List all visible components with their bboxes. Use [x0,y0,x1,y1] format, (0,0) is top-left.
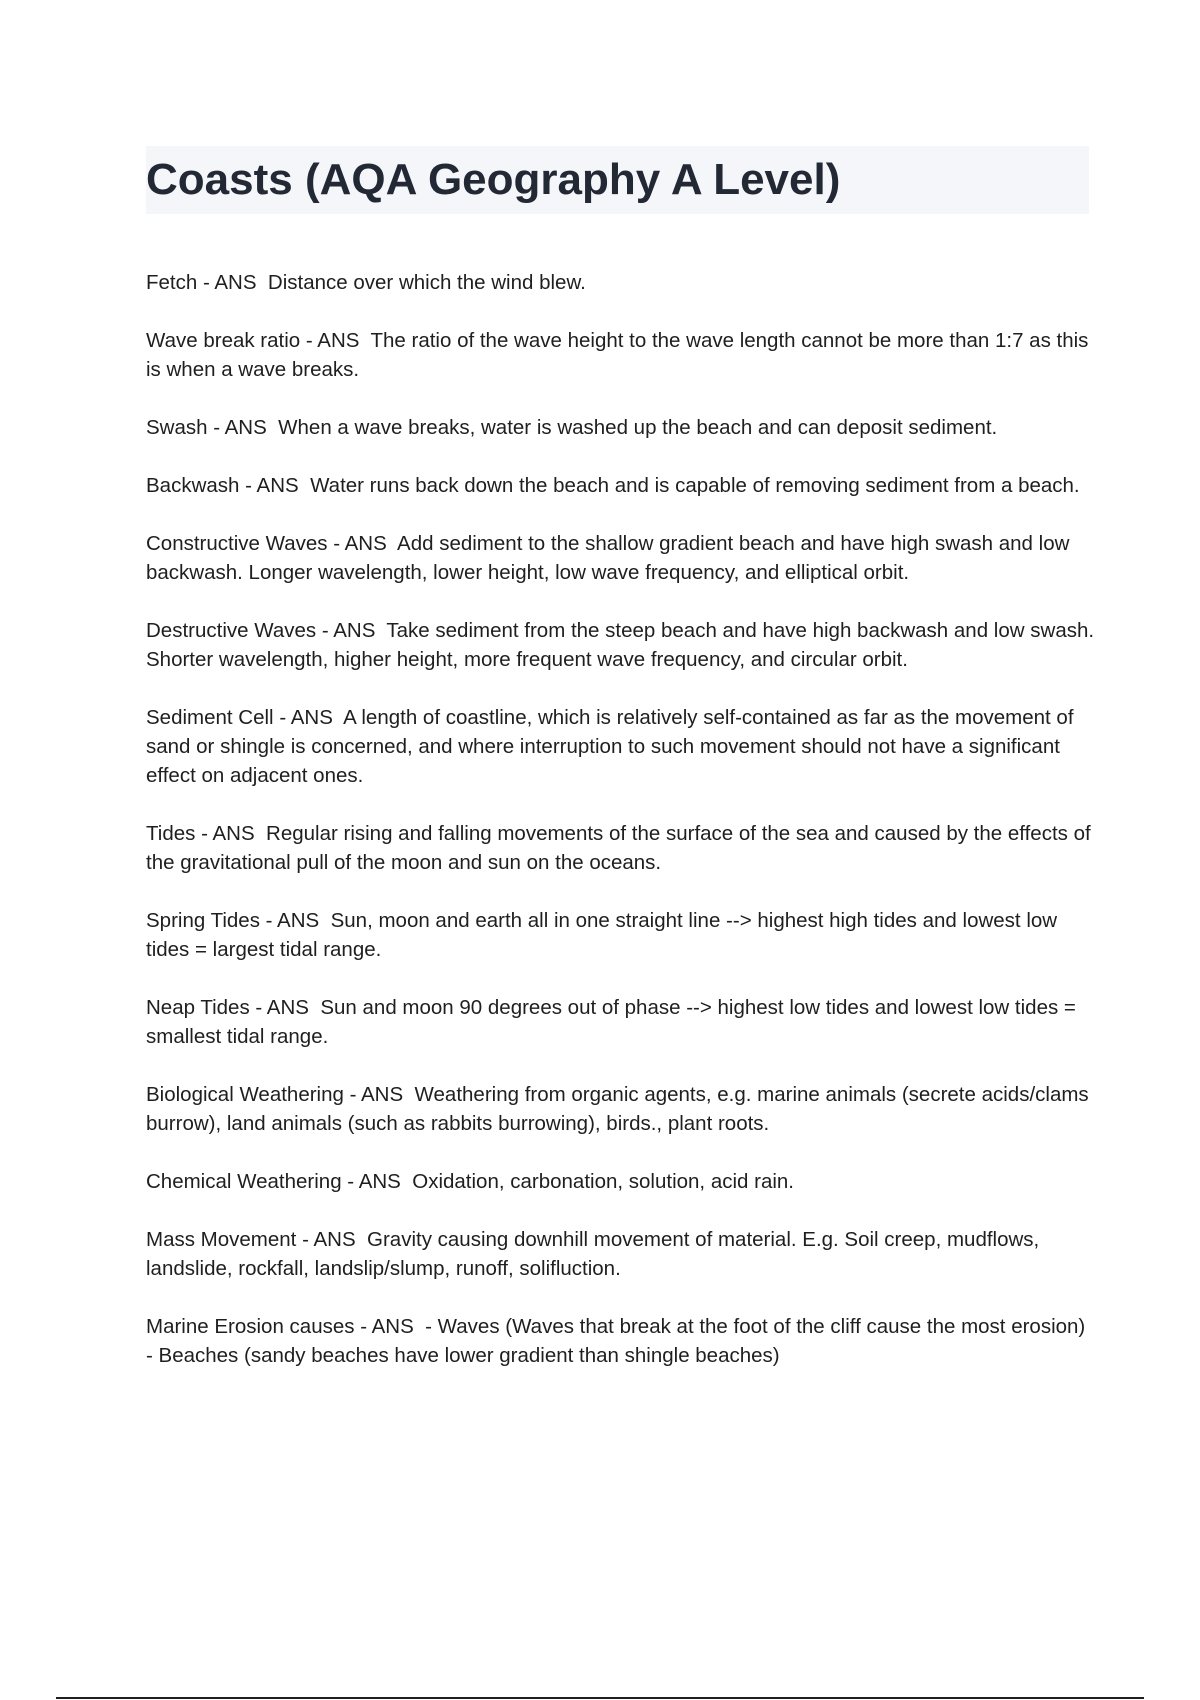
entry-term: Destructive Waves [146,619,317,642]
entry-separator: - ANS [249,996,321,1019]
entry-separator: - ANS [341,1170,413,1193]
entry-answer: A length of coastline, which is relatively self-contained as far as the movement of sand or shingle is concerned, and where interruption to such movement should not have a significant effect on adjacent ones. [146,706,1074,787]
flashcard-entry [146,616,1096,674]
entry-term: Biological Weathering [146,1083,344,1106]
entry-separator: - ANS [239,474,311,497]
flashcard-entry [146,326,1096,384]
flashcard-entry [146,1167,1096,1196]
entry-answer: - Waves (Waves that break at the foot of the cliff cause the most erosion) [425,1315,1086,1338]
entry-term: Wave break ratio [146,329,301,352]
entry-term: Backwash [146,474,240,497]
entry-term: Fetch [146,271,198,294]
entry-term: Chemical Weathering [146,1170,342,1193]
flashcard-entry [146,819,1096,877]
entry-answer: Regular rising and falling movements of the surface of the sea and caused by the effects of the gravitational pull of the moon and sun on the oceans. [146,822,1091,874]
entry-answer: Add sediment to the shallow gradient beach and have high swash and low backwash. Longer wavelength, lower height, low wave frequency, and elliptical orbit. [146,532,1070,584]
flashcard-entry [146,703,1096,790]
flashcard-entry [146,529,1096,587]
footer-divider [56,1697,1144,1699]
entry-term: Marine Erosion causes [146,1315,355,1338]
flashcard-entry [146,993,1096,1051]
entry-separator: - ANS [327,532,398,555]
entry-answer-extra-line: - Beaches (sandy beaches have lower gradient than shingle beaches) [146,1344,780,1367]
flashcard-entry [146,1312,1096,1370]
entry-term: Sediment Cell [146,706,274,729]
entry-term: Tides [146,822,196,845]
flashcard-entry [146,906,1096,964]
entry-answer: Water runs back down the beach and is capable of removing sediment from a beach. [310,474,1080,497]
flashcard-entry [146,471,1096,500]
entry-term: Constructive Waves [146,532,328,555]
entry-answer: Distance over which the wind blew. [267,271,586,294]
entry-answer: Oxidation, carbonation, solution, acid rain. [412,1170,795,1193]
entry-answer: Take sediment from the steep beach and have high backwash and low swash. Shorter wavelength, higher height, more frequent wave frequency, and circular orbit. [146,619,1095,671]
flashcard-entry [146,413,1096,442]
entry-separator: - ANS [300,329,371,352]
entry-answer: Sun, moon and earth all in one straight line --> highest high tides and lowest low tides = largest tidal range. [146,909,1058,961]
entry-separator: - ANS [195,822,267,845]
entry-answer: When a wave breaks, water is washed up the beach and can deposit sediment. [278,416,998,439]
entry-term: Mass Movement [146,1228,297,1251]
flashcard-entry [146,268,1096,297]
entry-separator: - ANS [354,1315,426,1338]
entry-term: Spring Tides [146,909,260,932]
flashcard-entry [146,1080,1096,1138]
entry-separator: - ANS [197,271,268,294]
entry-answer: Weathering from organic agents, e.g. marine animals (secrete acids/clams burrow), land animals (such as rabbits burrowing), birds., plant roots. [146,1083,1089,1135]
title-banner [146,146,1089,214]
entry-separator: - ANS [296,1228,368,1251]
entry-answer: Gravity causing downhill movement of material. E.g. Soil creep, mudflows, landslide, rockfall, landslip/slump, runoff, solifluction. [146,1228,1040,1280]
entry-separator: - ANS [316,619,387,642]
entry-separator: - ANS [259,909,331,932]
entry-term: Swash [146,416,208,439]
entry-separator: - ANS [343,1083,415,1106]
page-title: Coasts (AQA Geography A Level) [146,155,841,204]
entry-separator: - ANS [207,416,279,439]
flashcard-list [146,268,1096,1399]
entry-separator: - ANS [273,706,344,729]
entry-term: Neap Tides [146,996,250,1019]
entry-answer: The ratio of the wave height to the wave length cannot be more than 1:7 as this is when a wave breaks. [146,329,1089,381]
flashcard-entry [146,1225,1096,1283]
entry-answer: Sun and moon 90 degrees out of phase --> highest low tides and lowest low tides = smallest tidal range. [146,996,1076,1048]
